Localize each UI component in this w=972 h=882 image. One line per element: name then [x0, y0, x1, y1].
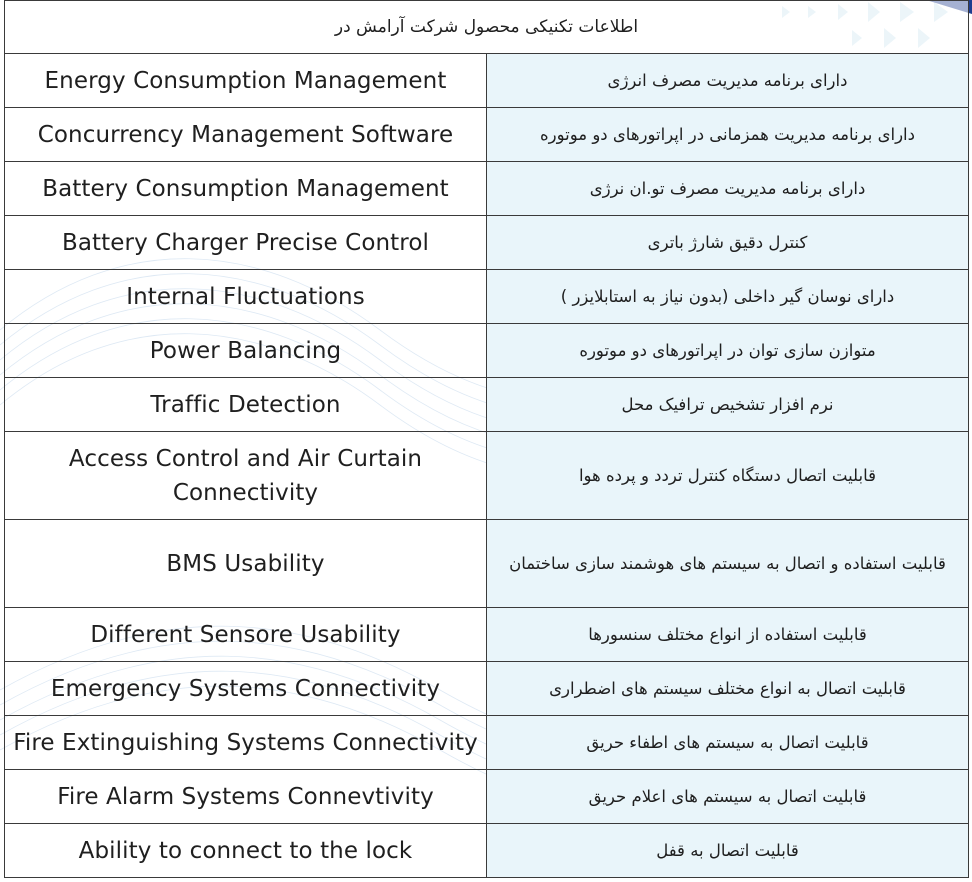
table-row — [5, 770, 969, 824]
feature-english: Different Sensore Usability — [5, 608, 487, 662]
feature-english: Battery Charger Precise Control — [5, 216, 487, 270]
feature-persian: قابلیت اتصال به سیستم های اعلام حریق — [487, 770, 969, 824]
table-row — [5, 824, 969, 878]
feature-english: Ability to connect to the lock — [5, 824, 487, 878]
table-row — [5, 162, 969, 216]
table-header-row — [5, 1, 969, 54]
table-row — [5, 108, 969, 162]
feature-persian: دارای برنامه مدیریت همزمانی در اپراتورهای دو موتوره — [487, 108, 969, 162]
feature-english: Fire Extinguishing Systems Connectivity — [5, 716, 487, 770]
feature-persian: دارای برنامه مدیریت مصرف انرژی — [487, 54, 969, 108]
table-row — [5, 378, 969, 432]
table-row — [5, 324, 969, 378]
feature-persian: دارای نوسان گیر داخلی (بدون نیاز به استابلایزر ) — [487, 270, 969, 324]
table-row — [5, 608, 969, 662]
feature-english: BMS Usability — [5, 520, 487, 608]
feature-persian: نرم افزار تشخیص ترافیک محل — [487, 378, 969, 432]
feature-english: Battery Consumption Management — [5, 162, 487, 216]
feature-english: Energy Consumption Management — [5, 54, 487, 108]
tech-spec-table — [4, 0, 969, 878]
table-row — [5, 716, 969, 770]
feature-persian: قابلیت اتصال به قفل — [487, 824, 969, 878]
table-row — [5, 432, 969, 520]
feature-english: Concurrency Management Software — [5, 108, 487, 162]
feature-persian: کنترل دقیق شارژ باتری — [487, 216, 969, 270]
table-row — [5, 270, 969, 324]
feature-persian: قابلیت استفاده و اتصال به سیستم های هوشمند سازی ساختمان — [487, 520, 969, 608]
table-row — [5, 54, 969, 108]
feature-english: Access Control and Air Curtain Connectivity — [5, 432, 487, 520]
feature-persian: قابلیت استفاده از انواع مختلف سنسورها — [487, 608, 969, 662]
feature-english: Fire Alarm Systems Connevtivity — [5, 770, 487, 824]
feature-english: Traffic Detection — [5, 378, 487, 432]
table-row — [5, 662, 969, 716]
feature-english: Emergency Systems Connectivity — [5, 662, 487, 716]
feature-english: Internal Fluctuations — [5, 270, 487, 324]
table-row — [5, 520, 969, 608]
feature-persian: قابلیت اتصال به سیستم های اطفاء حریق — [487, 716, 969, 770]
table-title: اطلاعات تکنیکی محصول شرکت آرامش در — [5, 1, 969, 54]
feature-english: Power Balancing — [5, 324, 487, 378]
feature-persian: قابلیت اتصال دستگاه کنترل تردد و پرده هوا — [487, 432, 969, 520]
feature-persian: قابلیت اتصال به انواع مختلف سیستم های اضطراری — [487, 662, 969, 716]
table-row — [5, 216, 969, 270]
feature-persian: دارای برنامه مدیریت مصرف تو.ان نرژی — [487, 162, 969, 216]
feature-persian: متوازن سازی توان در اپراتورهای دو موتوره — [487, 324, 969, 378]
